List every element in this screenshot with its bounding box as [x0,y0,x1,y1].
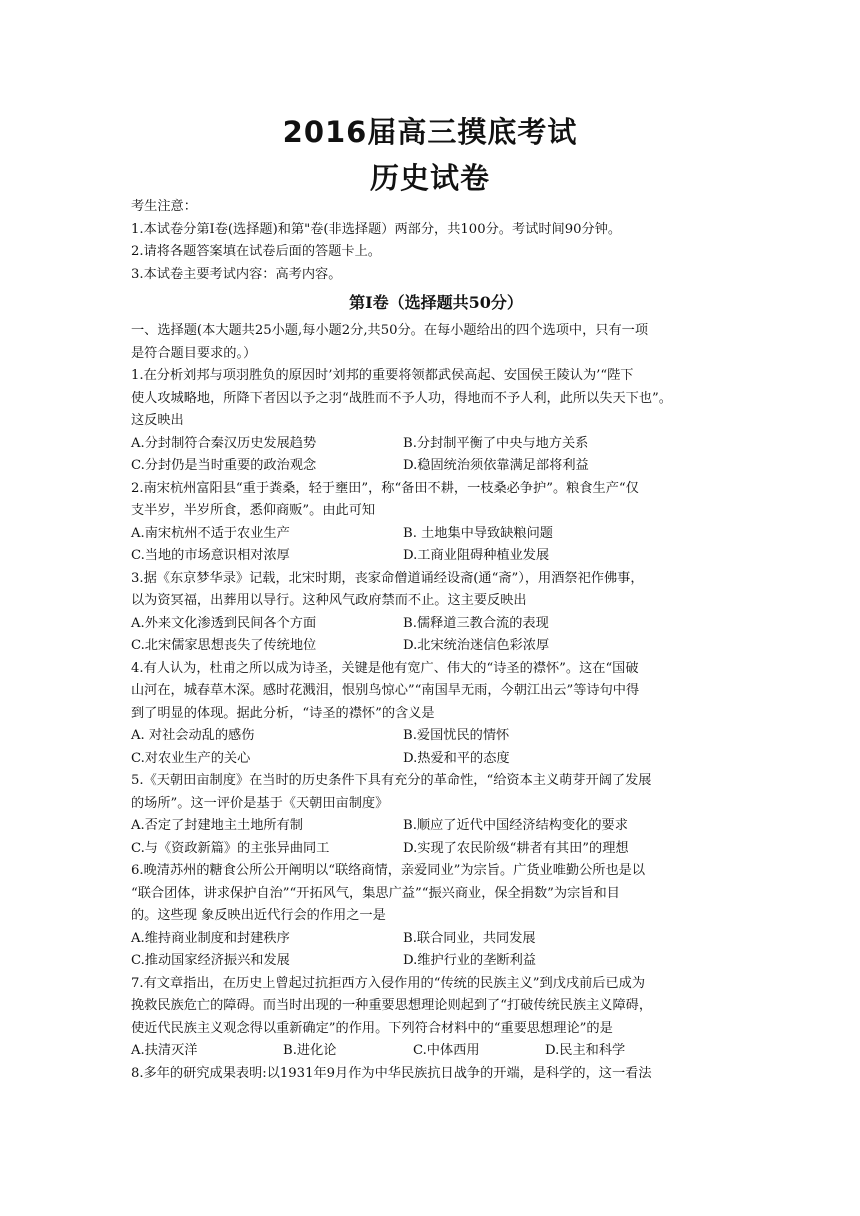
question-text: 山河在，城春草木深。感时花溅泪，恨别鸟惊心”“南国旱无雨，今朝江出云”等诗句中得 [131,683,640,698]
option-row [131,725,741,748]
question-text: 以为资冥福，出葬用以导行。这种风气政府禁而不止。这主要反映出 [131,593,527,608]
question-text: 1.在分析刘邦与项羽胜负的原因时’刘邦的重要将领都武侯高起、安国侯王陵认为’“陛下 [131,368,634,383]
question-text: 5.《天朝田亩制度》在当时的历史条件下具有充分的革命性，“给资本主义萌芽开阔了发展 [131,773,652,788]
question-text: 支半岁，半岁所食，悉仰商贩”。由此可知 [131,503,376,518]
instruction-line: 是符合题目要求的。） [131,345,257,361]
option-row [131,545,741,568]
option-b: B. 土地集中导致缺粮问题 [403,525,553,541]
option-a: A.外来文化渗透到民间各个方面 [131,615,317,631]
option-d: D.民主和科学 [545,1043,626,1058]
option-b: B.顺应了近代中国经济结构变化的要求 [403,818,628,833]
option-a: A. 对社会动乱的感伤 [131,728,255,743]
option-row [131,523,741,546]
question-4 [131,658,741,771]
option-a: A.南宋杭州不适于农业生产 [131,525,290,541]
option-c: C.对农业生产的关心 [131,750,251,766]
question-2 [131,478,741,568]
question-text: 的。这些现 象反映出近代行会的作用之一是 [131,908,386,923]
question-1 [131,365,741,478]
question-5 [131,770,741,860]
exam-title: 2016届高三摸底考试 [282,115,578,149]
option-a: A.维持商业制度和封建秩序 [131,930,290,946]
question-text: 的场所”。这一评价是基于《天朝田亩制度》 [131,795,389,811]
question-text: 使人攻城略地，所降下者因以予之羽“战胜而不予人功，得地而不予人利，此所以失天下也”。 [131,390,672,406]
option-d: D.稳固统治须依靠满足部将利益 [403,458,589,473]
option-row [131,635,741,658]
question-text: 到了明显的体现。据此分析，“诗圣的襟怀”的含义是 [131,705,435,721]
question-text: 挽救民族危亡的障碍。而当时出现的一种重要思想理论则起到了“打破传统民族主义障碍， [131,998,653,1013]
option-a: A.扶清灭洋 [131,1043,198,1058]
notice-item: 1.本试卷分第Ⅰ卷(选择题)和第"卷(非选择题）两部分，共100分。考试时间90分钟。 [131,221,622,237]
question-8 [131,1063,741,1086]
exam-body [131,196,741,1085]
instruction-line: 一、选择题(本大题共25小题,每小题2分,共50分。在每小题给出的四个选项中，只有一项 [131,323,649,338]
option-d: D.实现了农民阶级“耕者有其田”的理想 [403,840,629,856]
option-row [131,748,741,771]
option-b: B.儒释道三教合流的表现 [403,615,549,631]
option-d: D.北宋统治迷信色彩浓厚 [403,638,550,653]
question-text: 3.据《东京梦华录》记载，北宋时期，丧家命僧道诵经设斋(通“斋”），用酒祭祀作佛事， [131,570,644,586]
question-text: 这反映出 [131,413,184,428]
option-b: B.进化论 [283,1043,337,1058]
notice-heading: 考生注意： [131,199,197,214]
option-c: C.当地的市场意识相对浓厚 [131,548,290,563]
option-c: C.中体西用 [413,1043,480,1058]
question-3 [131,568,741,658]
question-text: 4.有人认为，杜甫之所以成为诗圣，关键是他有宽广、伟大的“诗圣的襟怀”。这在“国破 [131,660,639,676]
option-row [131,838,741,861]
question-text: 8.多年的研究成果表明:以1931年9月作为中华民族抗日战争的开端，是科学的，这一看法 [131,1065,652,1081]
option-row [131,928,741,951]
exam-subject-title: 历史试卷 [369,161,490,195]
notice-item: 3.本试卷主要考试内容：高考内容。 [131,266,342,282]
option-c: C.与《资政新篇》的主张异曲同工 [131,840,330,856]
question-text: 使近代民族主义观念得以重新确定”的作用。下列符合材料中的“重要思想理论”的是 [131,1020,613,1036]
section-title: 第Ⅰ卷（选择题共50分） [349,293,523,312]
option-d: D.热爱和平的态度 [403,750,510,766]
question-6 [131,860,741,973]
option-c: C.分封仍是当时重要的政治观念 [131,458,317,473]
option-d: D.工商业阻碍种植业发展 [403,548,550,563]
option-a: A.否定了封建地主土地所有制 [131,818,303,833]
option-b: B.爱国忧民的情怀 [403,728,510,743]
question-text: “联合团体，讲求保护自治”“开拓风气，集思广益”“振兴商业，保全捐数”为宗旨和目 [131,885,620,901]
option-row [131,815,741,838]
question-text: 7.有文章指出，在历史上曾起过抗拒西方入侵作用的“传统的民族主义”到戊戌前后已成为 [131,975,645,991]
option-d: D.维护行业的垄断利益 [403,953,536,968]
option-b: B.联合同业，共同发展 [403,930,536,946]
question-7 [131,973,741,1063]
option-c: C.推动国家经济振兴和发展 [131,953,290,968]
option-b: B.分封制平衡了中央与地方关系 [403,435,589,451]
option-c: C.北宋儒家思想丧失了传统地位 [131,638,317,653]
option-row [131,433,741,456]
option-row [131,1040,741,1063]
option-row [131,613,741,636]
option-row [131,455,741,478]
notice-item: 2.请将各题答案填在试卷后面的答题卡上。 [131,244,381,259]
option-row [131,950,741,973]
question-text: 6.晚清苏州的糖食公所公开阐明以“联络商情，亲爱同业”为宗旨。广货业唯勤公所也是以 [131,863,645,878]
option-a: A.分封制符合秦汉历史发展趋势 [131,435,317,451]
question-text: 2.南宋杭州富阳县“重于粪桑，轻于壅田”，称“备田不耕，一枝桑必争护”。粮食生产“仅 [131,480,639,496]
